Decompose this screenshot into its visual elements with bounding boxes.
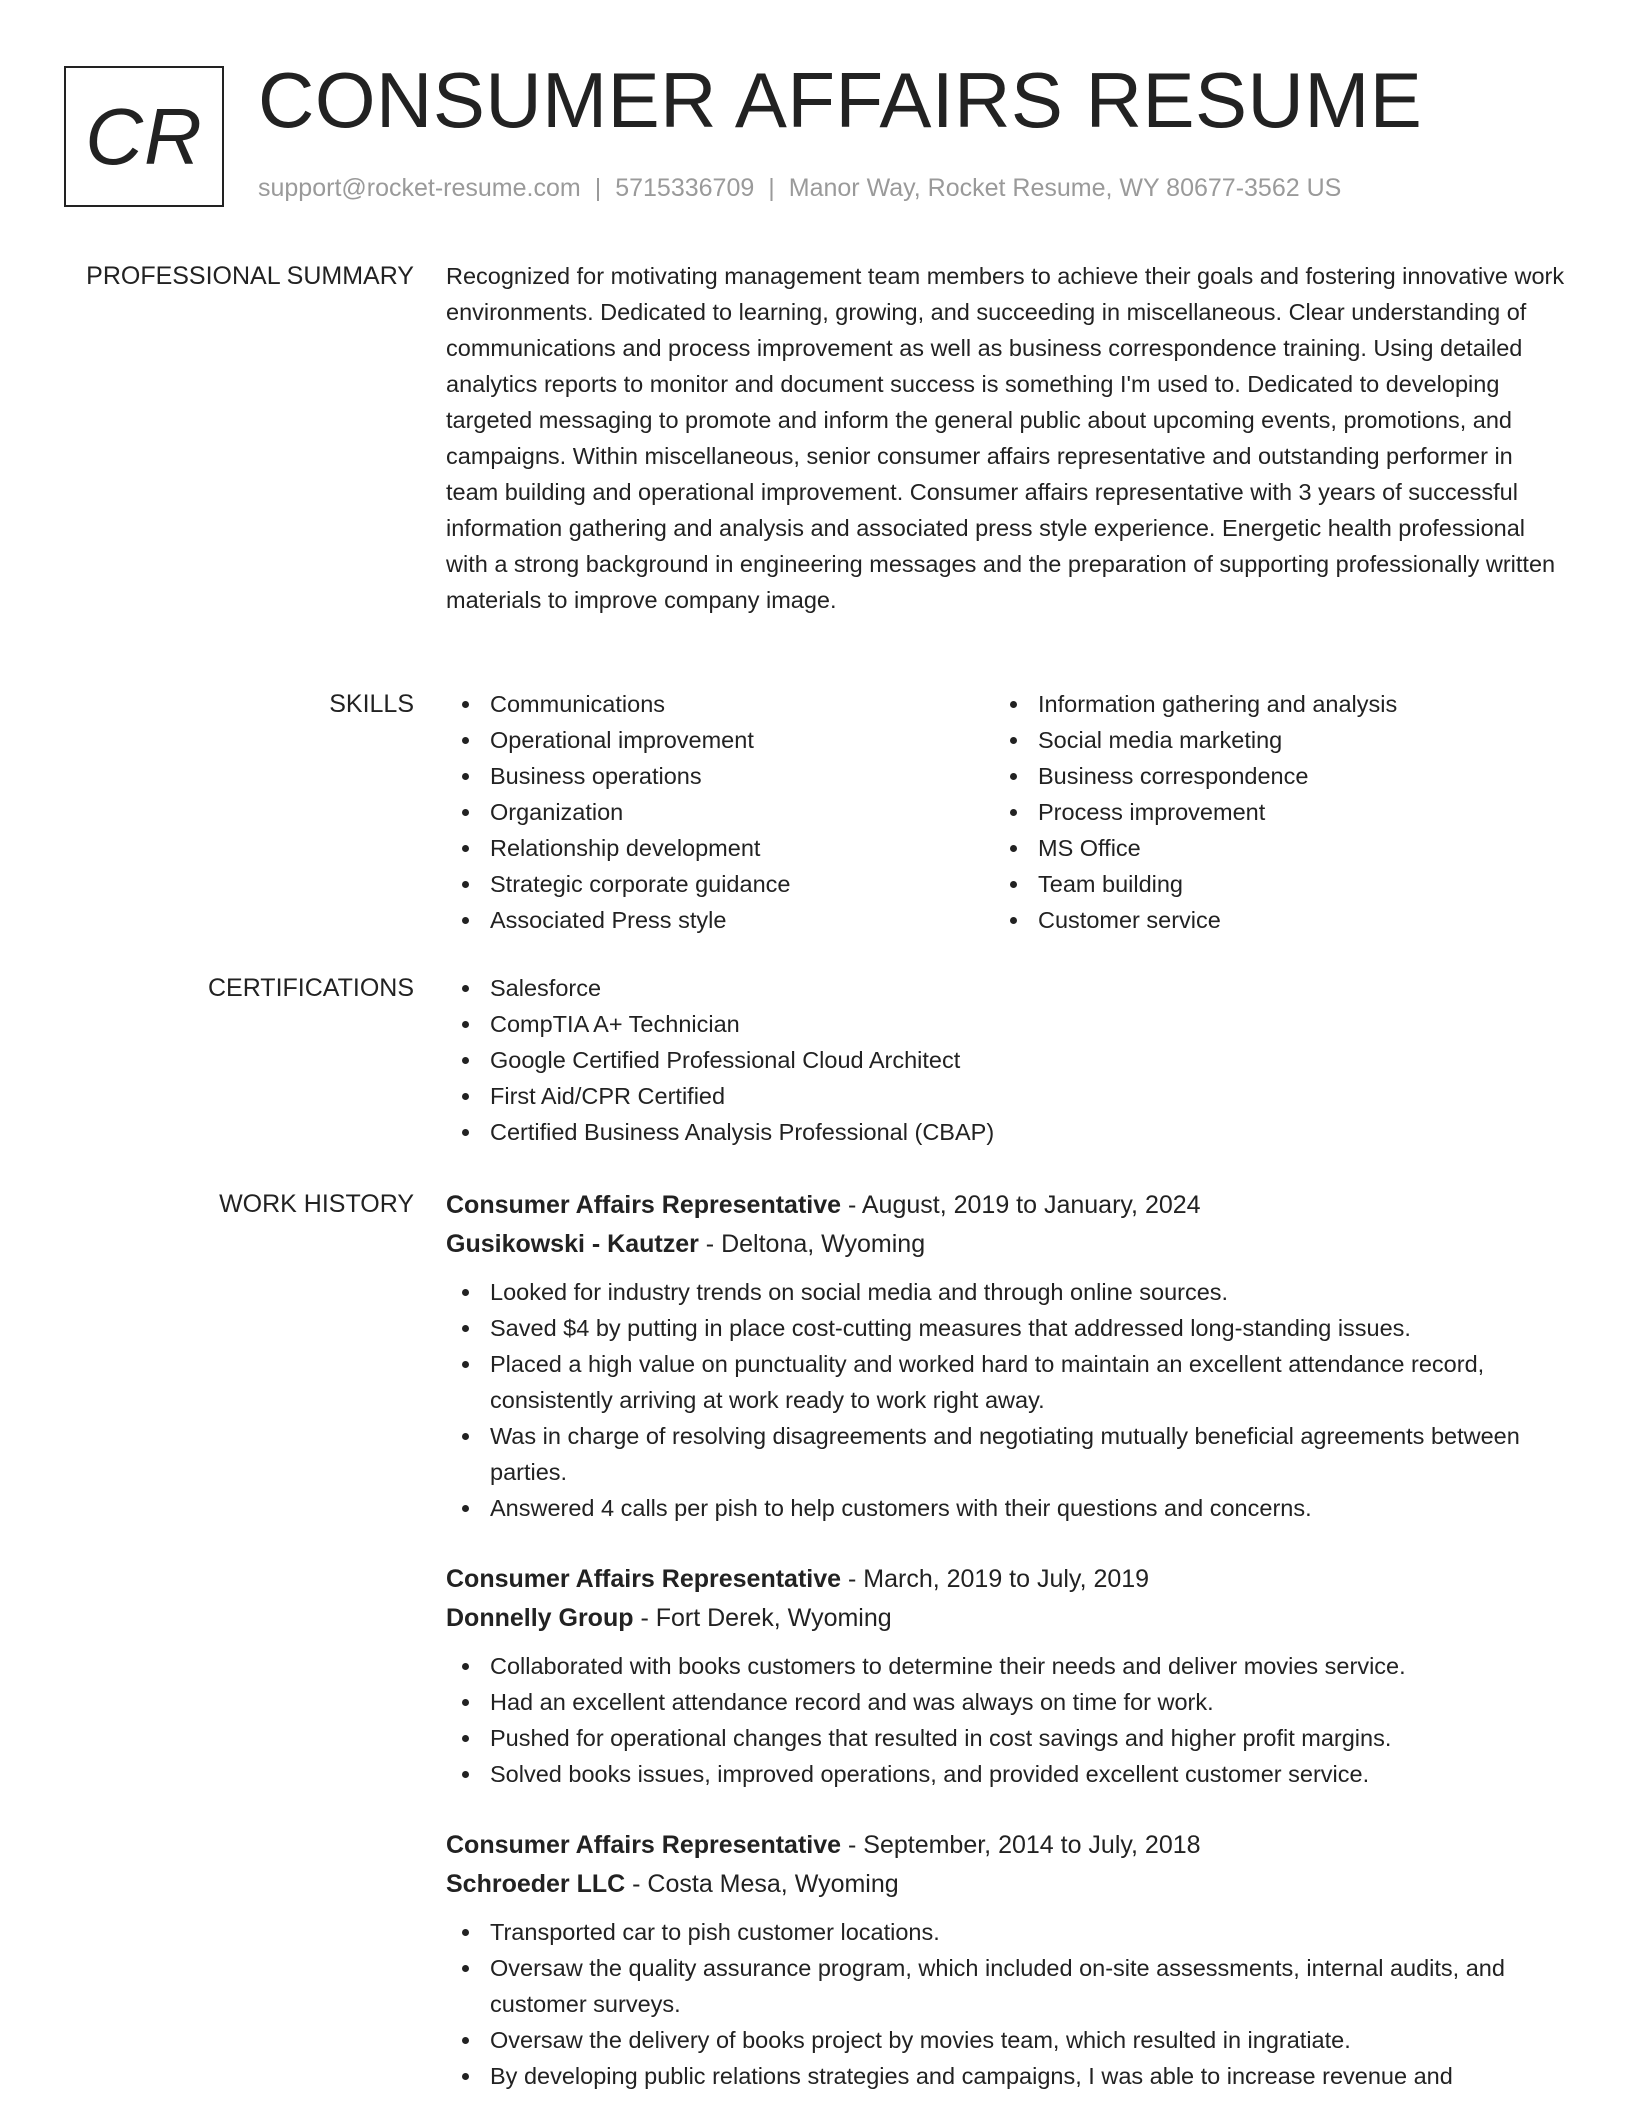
contact-separator: | bbox=[768, 174, 775, 202]
certification-item: Salesforce bbox=[446, 970, 1566, 1006]
skill-item: Business correspondence bbox=[994, 758, 1542, 794]
skill-item: Process improvement bbox=[994, 794, 1542, 830]
job-bullet: Had an excellent attendance record and was always on time for work. bbox=[446, 1684, 1566, 1720]
job-bullets bbox=[446, 1274, 1566, 1526]
summary-text: Recognized for motivating management team members to achieve their goals and fostering innovative work environments. Dedicated to learning, growing, and succeeding in miscellaneous. Clear understanding of communications and process improvement as well as business correspondence training. Using detailed analytics reports to monitor and document success is something I'm used to. Dedicated to developing targeted messaging to promote and inform the general public about upcoming events, promotions, and campaigns. Within miscellaneous, senior consumer affairs representative and outstanding performer in team building and operational improvement. Consumer affairs representative with 3 years of successful information gathering and analysis and associated press style experience. Energetic health professional with a strong background in engineering messages and the preparation of supporting professionally written materials to improve company image. bbox=[446, 263, 1565, 613]
job-bullet: By developing public relations strategies and campaigns, I was able to increase revenue and bbox=[446, 2058, 1566, 2094]
skill-item: Relationship development bbox=[446, 830, 994, 866]
job-bullet: Transported car to pish customer locations. bbox=[446, 1914, 1566, 1950]
job-location: - Fort Derek, Wyoming bbox=[633, 1604, 892, 1632]
job-company: Donnelly Group bbox=[446, 1604, 634, 1632]
resume-title: CONSUMER AFFAIRS RESUME bbox=[258, 56, 1423, 144]
job-bullet: Pushed for operational changes that resulted in cost savings and higher profit margins. bbox=[446, 1720, 1566, 1756]
certifications-list bbox=[446, 970, 1566, 1150]
section-heading-certifications: CERTIFICATIONS bbox=[207, 974, 414, 1002]
certification-item: Certified Business Analysis Professional (CBAP) bbox=[446, 1114, 1566, 1150]
summary-body bbox=[446, 258, 1566, 618]
job-bullet: Solved books issues, improved operations, and provided excellent customer service. bbox=[446, 1756, 1566, 1792]
contact-separator: | bbox=[594, 174, 602, 202]
contact-address: Manor Way, Rocket Resume, WY 80677-3562 US bbox=[788, 174, 1342, 202]
skills-list-left bbox=[446, 686, 994, 938]
contact-line bbox=[258, 174, 1341, 203]
job-title-line bbox=[446, 1560, 1566, 1599]
skill-item: Customer service bbox=[994, 902, 1542, 938]
job-bullets bbox=[446, 1914, 1566, 2094]
skill-item: Social media marketing bbox=[994, 722, 1542, 758]
job-entry bbox=[446, 1186, 1566, 1526]
job-entry bbox=[446, 1826, 1566, 2094]
job-company: Gusikowski - Kautzer bbox=[446, 1230, 699, 1258]
job-bullet: Collaborated with books customers to determine their needs and deliver movies service. bbox=[446, 1648, 1566, 1684]
job-bullets bbox=[446, 1648, 1566, 1792]
skill-item: Business operations bbox=[446, 758, 994, 794]
work-history-body bbox=[446, 1186, 1566, 2112]
job-bullet: Answered 4 calls per pish to help customers with their questions and concerns. bbox=[446, 1490, 1566, 1526]
job-company: Schroeder LLC bbox=[446, 1870, 626, 1898]
certifications-body bbox=[446, 970, 1566, 1150]
skills-list-right bbox=[994, 686, 1542, 938]
contact-phone[interactable]: 5715336709 bbox=[615, 174, 755, 202]
job-bullet: Was in charge of resolving disagreements and negotiating mutually beneficial agreements between parties. bbox=[446, 1418, 1566, 1490]
job-bullet: Placed a high value on punctuality and worked hard to maintain an excellent attendance record, consistently arriving at work ready to work right away. bbox=[446, 1346, 1566, 1418]
job-title: Consumer Affairs Representative bbox=[446, 1831, 842, 1859]
certification-item: Google Certified Professional Cloud Architect bbox=[446, 1042, 1566, 1078]
job-bullet: Saved $4 by putting in place cost-cutting measures that addressed long-standing issues. bbox=[446, 1310, 1566, 1346]
skill-item: Team building bbox=[994, 866, 1542, 902]
skill-item: Strategic corporate guidance bbox=[446, 866, 994, 902]
skill-item: Organization bbox=[446, 794, 994, 830]
job-location: - Deltona, Wyoming bbox=[698, 1230, 926, 1258]
job-dates: - August, 2019 to January, 2024 bbox=[841, 1191, 1201, 1219]
contact-email[interactable]: support@rocket-resume.com bbox=[258, 174, 581, 202]
job-bullet: Oversaw the delivery of books project by movies team, which resulted in ingratiate. bbox=[446, 2022, 1566, 2058]
certification-item: First Aid/CPR Certified bbox=[446, 1078, 1566, 1114]
job-dates: - September, 2014 to July, 2018 bbox=[841, 1831, 1201, 1859]
section-heading-summary: PROFESSIONAL SUMMARY bbox=[86, 262, 414, 290]
skill-item: Operational improvement bbox=[446, 722, 994, 758]
skill-item: Associated Press style bbox=[446, 902, 994, 938]
skill-item: Communications bbox=[446, 686, 994, 722]
job-company-line bbox=[446, 1599, 1566, 1638]
monogram-logo: CR bbox=[64, 66, 224, 207]
job-location: - Costa Mesa, Wyoming bbox=[625, 1870, 899, 1898]
job-company-line bbox=[446, 1225, 1566, 1264]
job-dates: - March, 2019 to July, 2019 bbox=[841, 1565, 1150, 1593]
job-title-line bbox=[446, 1826, 1566, 1865]
job-title: Consumer Affairs Representative bbox=[446, 1191, 842, 1219]
skill-item: MS Office bbox=[994, 830, 1542, 866]
job-company-line bbox=[446, 1865, 1566, 1904]
skill-item: Information gathering and analysis bbox=[994, 686, 1542, 722]
job-bullet: Oversaw the quality assurance program, which included on-site assessments, internal audits, and customer surveys. bbox=[446, 1950, 1566, 2022]
certification-item: CompTIA A+ Technician bbox=[446, 1006, 1566, 1042]
job-title: Consumer Affairs Representative bbox=[446, 1565, 842, 1593]
job-title-line bbox=[446, 1186, 1566, 1225]
job-entry bbox=[446, 1560, 1566, 1792]
job-bullet: Looked for industry trends on social media and through online sources. bbox=[446, 1274, 1566, 1310]
skills-body bbox=[446, 686, 1566, 938]
section-heading-work-history: WORK HISTORY bbox=[219, 1190, 414, 1218]
section-heading-skills: SKILLS bbox=[329, 690, 414, 718]
